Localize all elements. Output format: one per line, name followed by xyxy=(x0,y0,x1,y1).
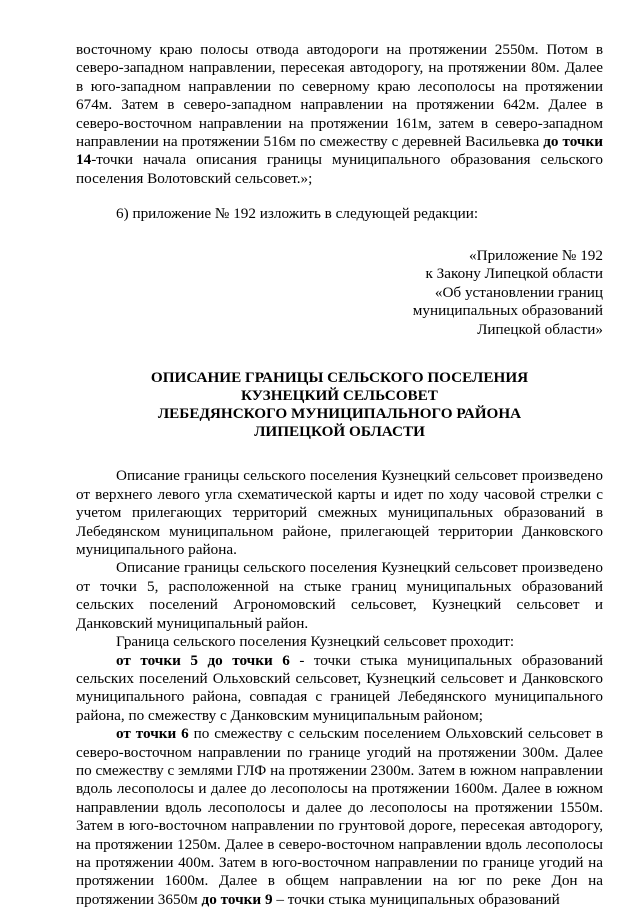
appendix-block xyxy=(376,247,603,340)
item-6-paragraph: 6) приложение № 192 изложить в следующей редакции: xyxy=(116,205,479,223)
paragraph-text: - точки стыка муниципальных образований сельских поселений Ольховский сельсовет, Кузнецкий сельсовет и Данковского муниципального района, совпадая с границей Лебедянского муниципального района, по смежеству с Данковским муниципальным районом; xyxy=(76,651,603,724)
paragraph-text: – точки стыка муниципальных образований xyxy=(272,890,560,908)
bold-point-ref: до точки 9 xyxy=(201,890,273,908)
spacer xyxy=(76,224,603,247)
bold-point-ref: от точки 5 до точки 6 xyxy=(116,651,290,669)
paragraph-point-6-9 xyxy=(76,725,603,909)
paragraph-continuation xyxy=(76,41,603,188)
spacer xyxy=(76,188,603,205)
appendix-line: Липецкой области» xyxy=(477,321,603,339)
paragraph-text: -точки начала описания границы муниципального образования сельского поселения Волотовский сельсовет.»; xyxy=(76,151,603,187)
appendix-line: к Закону Липецкой области xyxy=(425,265,603,283)
heading-line: ОПИСАНИЕ ГРАНИЦЫ СЕЛЬСКОГО ПОСЕЛЕНИЯ xyxy=(150,368,529,386)
bold-point-ref: до точки 14 xyxy=(76,133,603,169)
paragraph-text: восточному краю полосы отвода автодороги на протяжении 2550м. Потом в северо-западном направлении, пересекая автодорогу, на протяжении 80м. Далее в юго-западном направлении по северному краю лесополосы на протяжении 674м. Затем в северо-западном направлении на протяжении 642м. Далее в северо-восточном направлении на протяжении 161м, затем в северо-западном направлении на протяжении 516м по смежеству с деревней Васильевка xyxy=(76,41,603,151)
paragraph-boundary-intro: Граница сельского поселения Кузнецкий сельсовет проходит: xyxy=(116,633,515,651)
paragraph-point-5-6 xyxy=(76,652,603,726)
heading-line: ЛИПЕЦКОЙ ОБЛАСТИ xyxy=(254,423,425,441)
paragraph-description-2: Описание границы сельского поселения Кузнецкий сельсовет произведено от точки 5, расположенной на стыке границ муниципальных образований сельских поселений Агрономовский сельсовет, Кузнецкий сельсовет и Данковский муниципальный район. xyxy=(76,559,603,632)
heading-line: ЛЕБЕДЯНСКОГО МУНИЦИПАЛЬНОГО РАЙОНА xyxy=(157,405,522,423)
appendix-line: муниципальных образований xyxy=(412,302,603,320)
appendix-line: «Об установлении границ xyxy=(434,283,603,301)
paragraph-text: по смежеству с сельским поселением Ольховский сельсовет в северо-восточном направлении по границе угодий на протяжении 300м. Далее по смежеству с землями ГЛФ на протяжении 2300м. Затем в южном направлении вдоль лесополосы и далее до лесополосы на протяжении 1600м. Далее в южном направлении вдоль лесополосы и далее до лесополосы на протяжении 1550м. Затем в юго-восточном направлении по грунтовой дороге, пересекая автодорогу, на протяжении 1250м. Далее в северо-восточном направлении вдоль лесополосы на протяжении 400м. Затем в юго-восточном направлении по границе угодий на протяжении 1600м. Далее в общем направлении на юг по реке Дон на протяжении 3650м xyxy=(76,725,603,908)
heading-line: КУЗНЕЦКИЙ СЕЛЬСОВЕТ xyxy=(241,386,438,404)
appendix-line: «Приложение № 192 xyxy=(469,246,603,264)
paragraph-description-1: Описание границы сельского поселения Кузнецкий сельсовет произведено от верхнего левого угла схематической карты и идет по ходу часовой стрелки с учетом прилегающих территорий смежных муниципальных образований в Лебедянском муниципальном районе, прилегающей территории Данковского муниципального района. xyxy=(76,467,603,559)
section-heading xyxy=(76,369,603,442)
bold-point-ref: от точки 6 xyxy=(116,725,189,743)
